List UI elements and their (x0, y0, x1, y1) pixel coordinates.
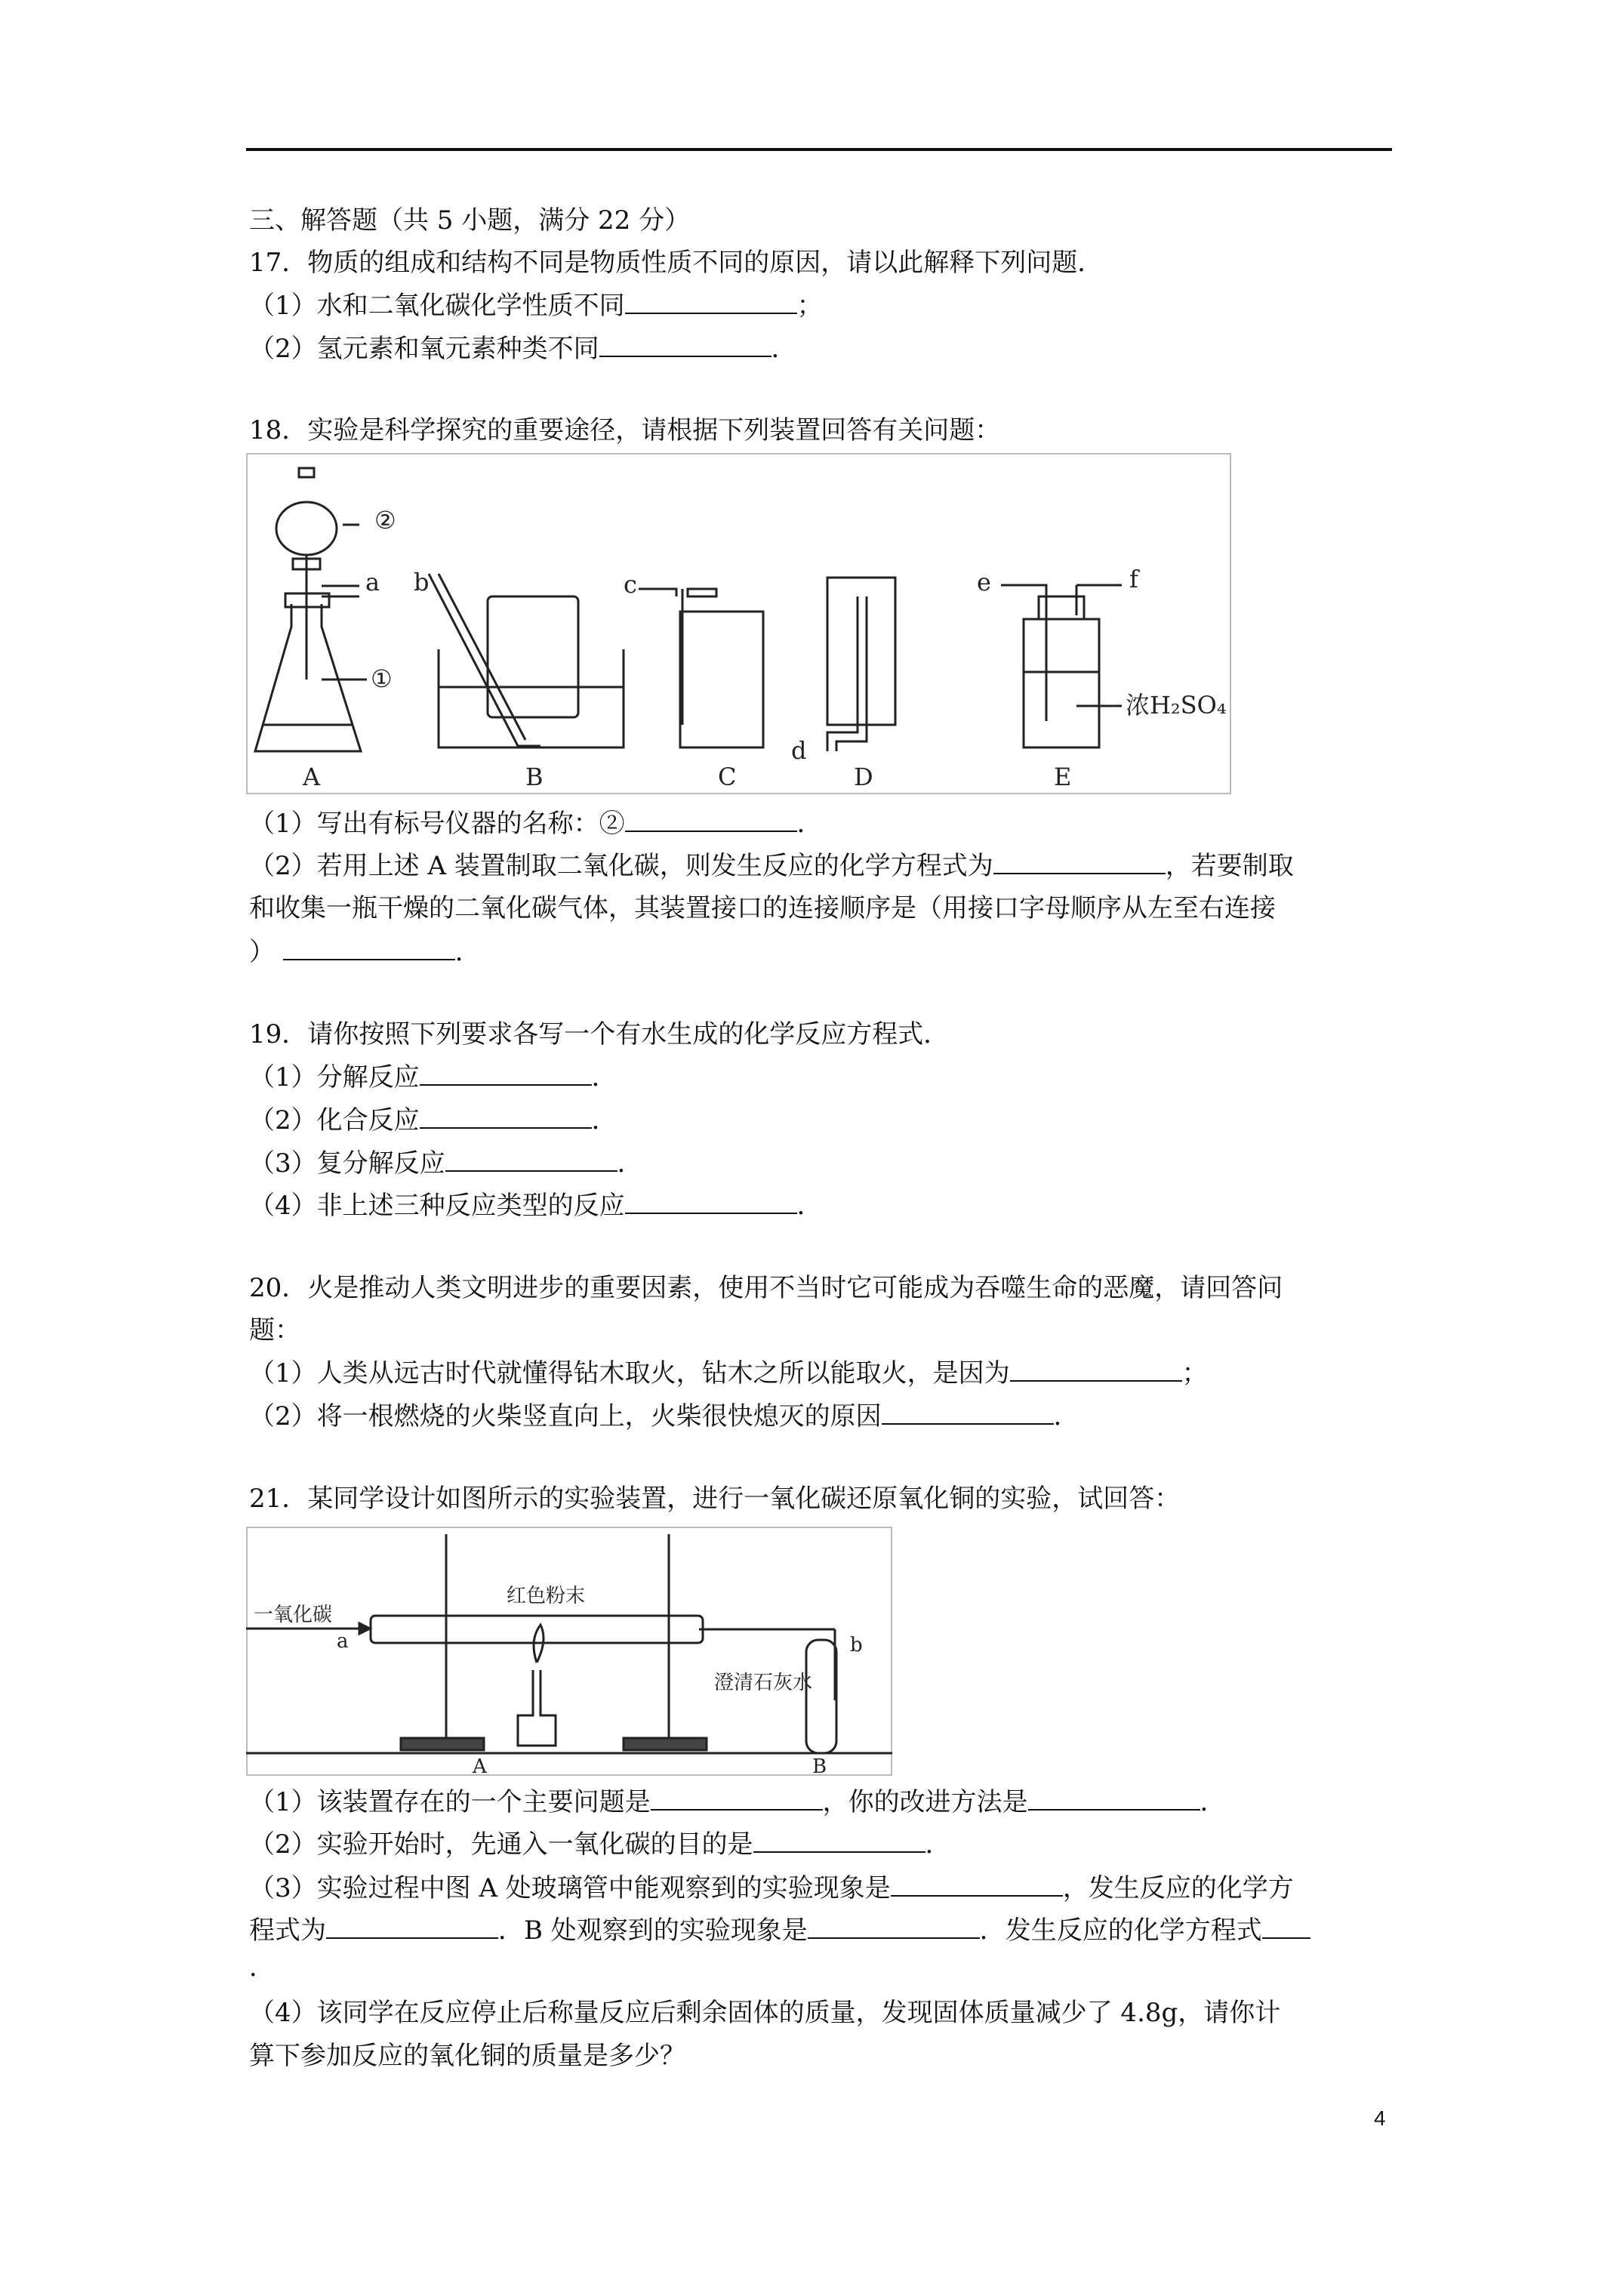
port-c: c (624, 570, 637, 599)
label-2: ② (374, 506, 396, 535)
q19-part1 (249, 1062, 617, 1093)
punct: ． (796, 1191, 823, 1221)
q18-part2-line1 (249, 850, 1294, 881)
punct: ； (796, 291, 823, 321)
q17-stem: 17．物质的组成和结构不同是物质性质不同的原因，请以此解释下列问题． (249, 248, 1104, 278)
answer-blank[interactable] (993, 850, 1166, 874)
q20-stem-line1: 20．火是推动人类文明进步的重要因素，使用不当时它可能成为吞噬生命的恶魔，请回答问 (249, 1273, 1283, 1303)
reagent-label: 浓H₂SO₄ (1126, 691, 1227, 720)
answer-blank[interactable] (882, 1401, 1054, 1425)
answer-blank[interactable] (625, 1190, 797, 1214)
answer-blank[interactable] (420, 1105, 592, 1129)
q18-part2-text-cont: ，若要制取 (1165, 851, 1294, 881)
q19-stem: 19．请你按照下列要求各写一个有水生成的化学反应方程式． (249, 1019, 950, 1049)
port-e: e (977, 568, 991, 596)
label-1: ① (371, 664, 393, 693)
answer-blank[interactable] (283, 936, 455, 960)
q19-part2-text: （2）化合反应 (249, 1105, 420, 1136)
q20-part2-text: （2）将一根燃烧的火柴竖直向上，火柴很快熄灭的原因 (249, 1401, 882, 1432)
label-D: D (854, 763, 873, 791)
limewater-label: 澄清石灰水 (714, 1672, 813, 1694)
port-b: b (414, 568, 430, 596)
punct: ． (591, 1105, 617, 1136)
q21-part4-line2: 算下参加反应的氧化铜的质量是多少？ (249, 2041, 685, 2071)
answer-blank[interactable] (753, 1829, 925, 1853)
punct: ． (1200, 1787, 1226, 1817)
header-rule (246, 148, 1392, 151)
label-E: E (1054, 763, 1072, 791)
punct: ． (617, 1148, 643, 1179)
answer-blank[interactable] (625, 290, 797, 314)
q19-part2 (249, 1105, 617, 1136)
q21-stem: 21．某同学设计如图所示的实验装置，进行一氧化碳还原氧化铜的实验，试回答： (249, 1484, 1181, 1514)
powder-label: 红色粉末 (507, 1585, 586, 1607)
answer-blank[interactable] (326, 1915, 498, 1939)
port-b: b (850, 1634, 863, 1657)
q18-stem: 18．实验是科学探究的重要途径，请根据下列装置回答有关问题： (249, 415, 1001, 445)
q20-stem-line2: 题： (249, 1315, 300, 1345)
q21-part3-line1 (249, 1872, 1294, 1903)
answer-blank[interactable] (625, 808, 797, 832)
punct: ． (796, 809, 823, 839)
q18-part1-text: （1）写出有标号仪器的名称：② (249, 809, 625, 839)
port-d: d (791, 736, 807, 765)
punct: ； (1181, 1358, 1208, 1388)
q20-part2 (249, 1401, 1079, 1432)
section-A: A (473, 1755, 487, 1776)
q19-part3 (249, 1148, 643, 1179)
q19-part1-text: （1）分解反应 (249, 1062, 420, 1093)
q17-part1 (249, 290, 823, 321)
port-f: f (1129, 565, 1138, 593)
section-title: 三、解答题（共 5 小题，满分 22 分） (249, 205, 691, 236)
q19-part3-text: （3）复分解反应 (249, 1148, 445, 1179)
q17-part2 (249, 333, 797, 364)
q18-part1 (249, 808, 823, 839)
q21-part3-text-3: ．B 处观察到的实验现象是 (498, 1915, 808, 1946)
q20-part1 (249, 1358, 1208, 1388)
q21-apparatus-figure (246, 1527, 892, 1776)
page-number: 4 (1374, 2106, 1386, 2130)
q18-part2-line3 (249, 936, 481, 967)
co-label: 一氧化碳 (254, 1604, 333, 1626)
port-a: a (337, 1630, 349, 1653)
section-B: B (812, 1755, 827, 1776)
q21-part3-line2 (249, 1915, 1310, 1946)
answer-blank[interactable] (891, 1872, 1063, 1897)
q21-part3-text-cont: ，发生反应的化学方 (1062, 1873, 1294, 1903)
q21-part3-text-4: ．发生反应的化学方程式 (979, 1915, 1262, 1946)
q21-part1-text: （1）该装置存在的一个主要问题是 (249, 1787, 651, 1817)
label-B: B (525, 763, 544, 791)
q21-part4-line1: （4）该同学在反应停止后称量反应后剩余固体的质量，发现固体质量减少了 4.8g，请你计 (249, 1998, 1281, 2028)
q18-apparatus-figure (246, 453, 1231, 794)
q21-part2 (249, 1829, 951, 1860)
punct: ． (771, 334, 797, 364)
answer-blank[interactable] (420, 1062, 592, 1086)
q21-part1-text-cont: ，你的改进方法是 (822, 1787, 1028, 1817)
q21-part1 (249, 1786, 1226, 1817)
punct: ． (454, 937, 481, 967)
answer-blank[interactable] (1262, 1915, 1310, 1939)
q21-part2-text: （2）实验开始时，先通入一氧化碳的目的是 (249, 1829, 753, 1860)
q20-part1-text: （1）人类从远古时代就懂得钻木取火，钻木之所以能取火，是因为 (249, 1358, 1010, 1388)
q18-part2-line2: 和收集一瓶干燥的二氧化碳气体，其装置接口的连接顺序是（用接口字母顺序从左至右连接 (249, 893, 1276, 923)
q18-part2-text: （2）若用上述 A 装置制取二氧化碳，则发生反应的化学方程式为 (249, 851, 993, 881)
port-a: a (365, 568, 380, 596)
answer-blank[interactable] (1010, 1358, 1182, 1382)
q19-part4 (249, 1190, 823, 1221)
answer-blank[interactable] (651, 1786, 823, 1811)
answer-blank[interactable] (445, 1148, 617, 1172)
punct: ． (591, 1062, 617, 1093)
q21-part3-text: （3）实验过程中图 A 处玻璃管中能观察到的实验现象是 (249, 1873, 891, 1903)
q21-part3-text-2: 程式为 (249, 1915, 326, 1946)
answer-blank[interactable] (808, 1915, 980, 1939)
q17-part1-text: （1）水和二氧化碳化学性质不同 (249, 291, 625, 321)
answer-blank[interactable] (1028, 1786, 1200, 1811)
q19-part4-text: （4）非上述三种反应类型的反应 (249, 1191, 625, 1221)
label-A: A (303, 763, 321, 791)
answer-blank[interactable] (599, 333, 771, 357)
paren: ） (249, 937, 275, 967)
punct: ． (925, 1829, 951, 1860)
q21-part3-line3: ． (249, 1952, 275, 1983)
punct: ． (1053, 1401, 1079, 1432)
label-C: C (718, 763, 737, 791)
q17-part2-text: （2）氢元素和氧元素种类不同 (249, 334, 599, 364)
